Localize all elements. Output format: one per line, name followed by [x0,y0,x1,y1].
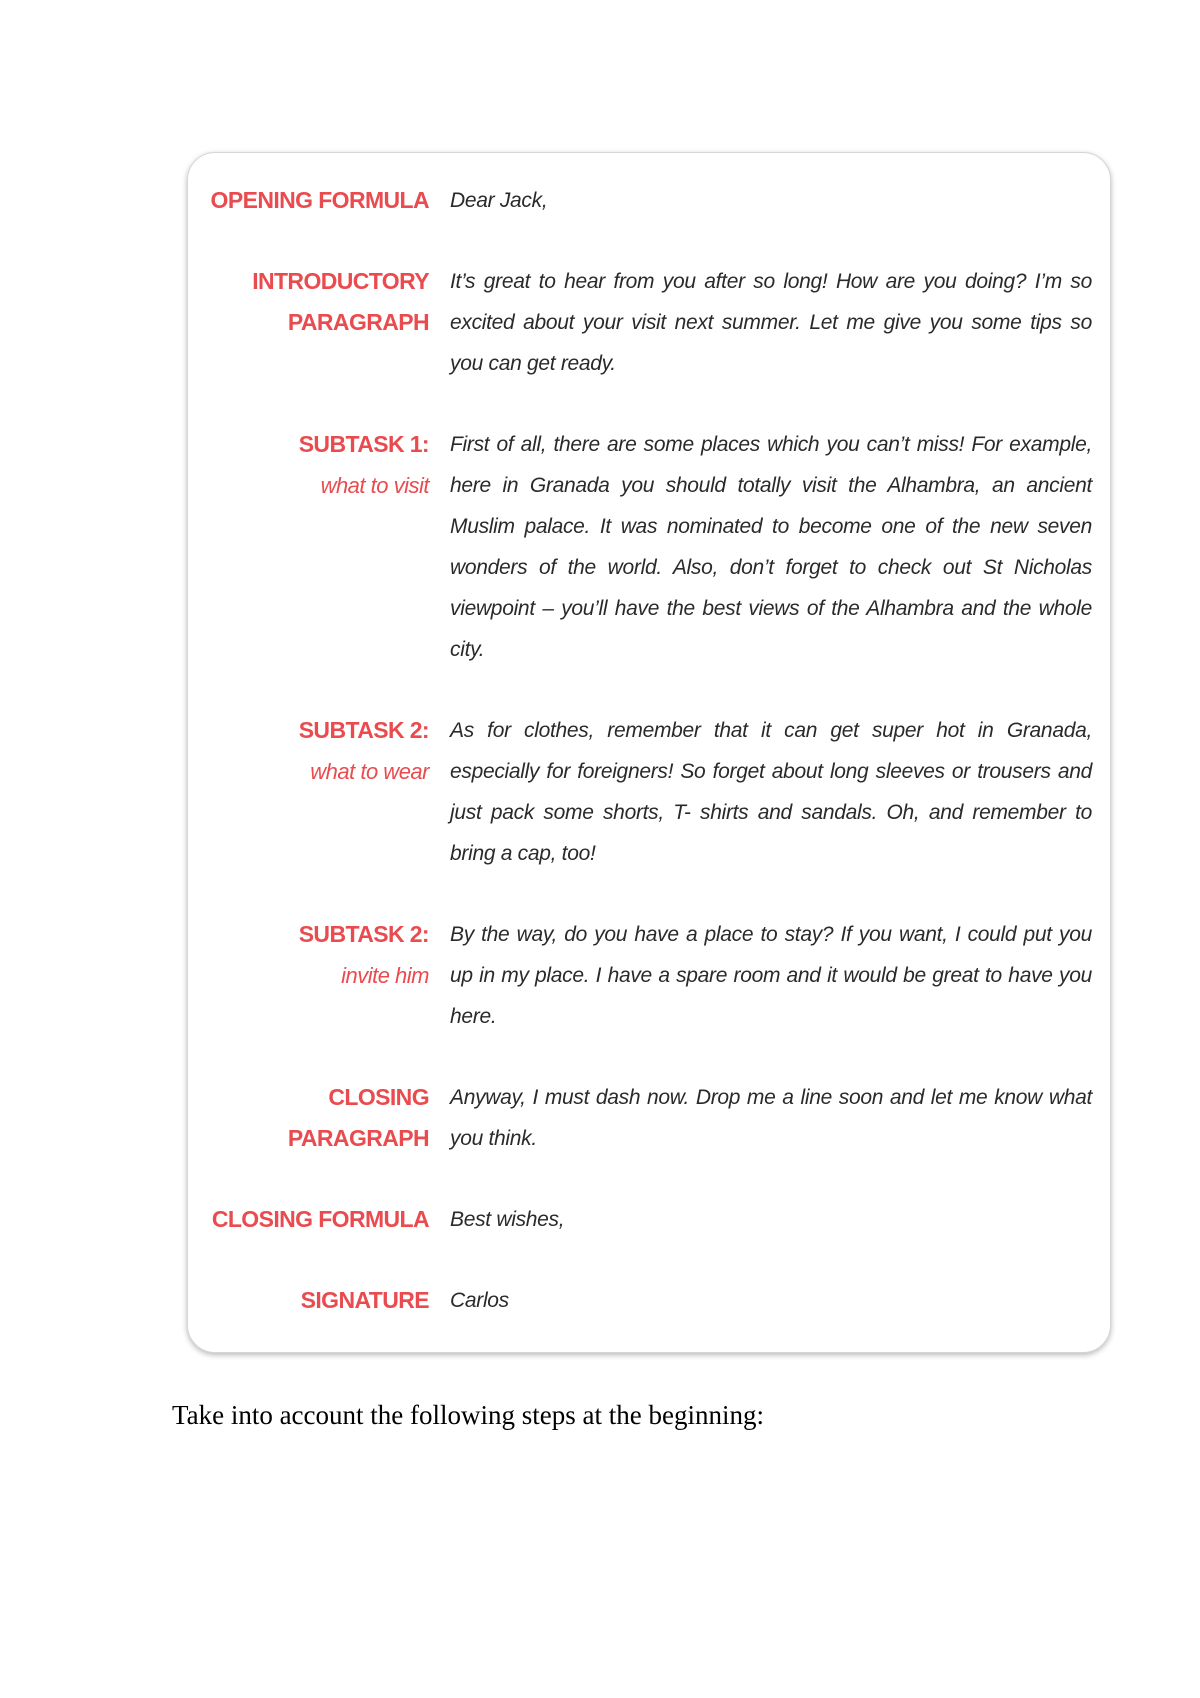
subtask-2-wear-row [201,710,1090,874]
row-label [201,1199,429,1240]
closing-paragraph-label-line-1: CLOSING [328,1084,429,1110]
opening-formula-text: Dear Jack, [450,189,548,212]
subtask-1-sublabel: what to visit [320,473,429,498]
subtask-1-label: SUBTASK 1: [298,431,429,457]
signature-text: Carlos [450,1289,509,1312]
opening-formula-label: OPENING FORMULA [210,187,429,213]
instruction-text: Take into account the following steps at the beginning: [172,1400,764,1430]
introductory-paragraph-row [201,261,1090,384]
row-label [201,1077,429,1159]
subtask-1-text: First of all, there are some places which you can’t miss! For example, here in Granada you should totally visit the Alhambra, an ancient Muslim palace. It was nominated to become one of the new seven wonders of the world. Also, don’t forget to check out St Nicholas viewpoint – you’ll have the best views of the Alhambra and the whole city. [450,433,1092,661]
subtask-2-wear-sublabel: what to wear [310,759,429,784]
signature-label: SIGNATURE [300,1287,429,1313]
closing-formula-label: CLOSING FORMULA [211,1206,429,1232]
introductory-label-line-2: PARAGRAPH [287,309,429,335]
row-label [201,1280,429,1321]
subtask-2-wear-text: As for clothes, remember that it can get super hot in Granada, especially for foreigners! So forget about long sleeves or trousers and just pack some shorts, T- shirts and sandals. Oh, and remember to bring a cap, too! [450,719,1092,865]
signature-row [201,1280,1090,1321]
letter-structure-box [187,152,1111,1353]
introductory-label-line-1: INTRODUCTORY [252,268,429,294]
opening-formula-row [201,180,1090,221]
row-label [201,914,429,996]
row-label [201,710,429,792]
subtask-2-invite-text: By the way, do you have a place to stay? If you want, I could put you up in my place. I have a spare room and it would be great to have you here. [450,923,1092,1028]
closing-formula-row [201,1199,1090,1240]
subtask-2-invite-label: SUBTASK 2: [298,921,429,947]
row-label [201,261,429,343]
introductory-paragraph-text: It’s great to hear from you after so long! How are you doing? I’m so excited about your visit next summer. Let me give you some tips so you can get ready. [450,270,1092,375]
subtask-2-wear-label: SUBTASK 2: [298,717,429,743]
closing-paragraph-row [201,1077,1090,1159]
subtask-1-row [201,424,1090,670]
row-label [201,424,429,506]
subtask-2-invite-row [201,914,1090,1037]
closing-paragraph-text: Anyway, I must dash now. Drop me a line soon and let me know what you think. [450,1086,1092,1150]
closing-paragraph-label-line-2: PARAGRAPH [287,1125,429,1151]
row-label [201,180,429,221]
subtask-2-invite-sublabel: invite him [341,963,429,988]
closing-formula-text: Best wishes, [450,1208,565,1231]
